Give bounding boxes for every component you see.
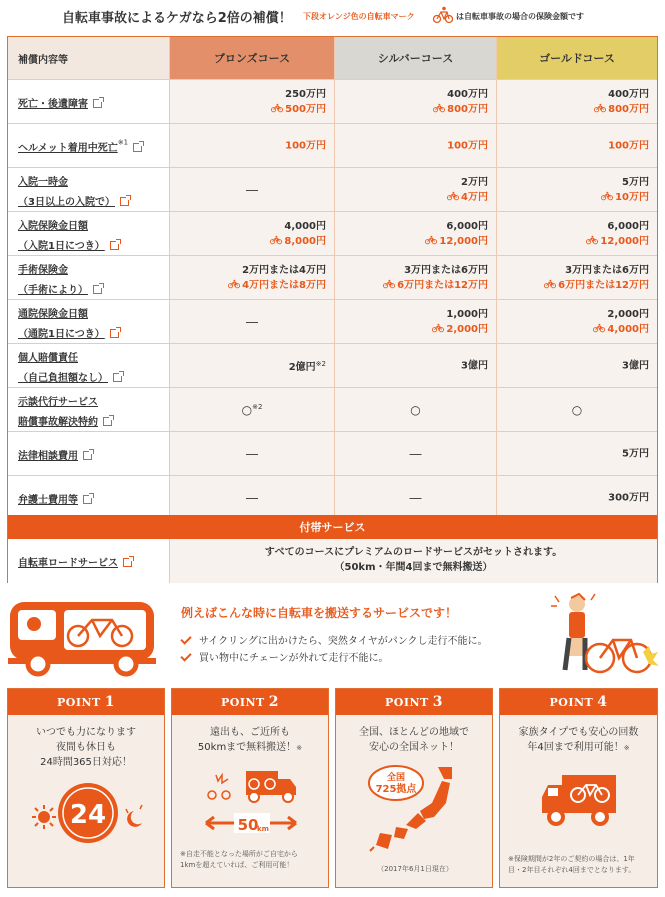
benefit-amount — [285, 138, 326, 153]
coverage-link[interactable]: 入院一時金 — [18, 176, 68, 188]
coverage-link[interactable]: （自己負担額なし） — [18, 372, 108, 384]
benefit-amount: 2億円$^{※2}$ — [288, 359, 326, 373]
point-note: ※保険期間が2年のご契約の場合は、1年 目・2年目それぞれ4回までとなります。 — [508, 855, 636, 874]
bicycle-icon — [425, 235, 437, 245]
services-text — [169, 539, 657, 583]
silver-value-cell — [334, 432, 496, 475]
col-header-coverage: 補償内容等 — [8, 37, 169, 79]
silver-value-cell — [334, 124, 496, 167]
gold-value-cell — [496, 168, 657, 211]
external-link-icon[interactable] — [120, 197, 129, 206]
benefit-amount: 1,000円 2,000円 — [432, 307, 488, 337]
silver-value-cell — [334, 388, 496, 431]
coverage-link[interactable]: 手術保険金 — [18, 264, 68, 276]
external-link-icon[interactable] — [123, 558, 132, 567]
point-header: POINT 3 — [336, 689, 492, 715]
point-header: POINT 4 — [500, 689, 657, 715]
benefit-amount: 400万円 800万円 — [594, 87, 649, 117]
bicycle-icon — [601, 191, 613, 201]
external-link-icon[interactable] — [110, 329, 119, 338]
bronze-value-cell — [169, 80, 334, 123]
benefit-amount: 250万円 500万円 — [271, 87, 326, 117]
coverage-label-cell — [8, 432, 169, 475]
coverage-link[interactable]: 通院保険金日額 — [18, 308, 88, 320]
external-link-icon[interactable] — [83, 495, 92, 504]
bicycle-accident-amount: 10万円 — [601, 190, 649, 205]
check-icon — [180, 633, 191, 644]
benefit-amount: 400万円 800万円 — [433, 87, 488, 117]
silver-value-cell — [334, 344, 496, 387]
bicycle-accident-amount: 500万円 — [271, 102, 326, 117]
point-note: ※自走不能となった場所がご自宅から 1kmを超えていれば、ご利用可能！ — [180, 850, 298, 869]
silver-value-cell — [334, 476, 496, 519]
bicycle-accident-amount: 800万円 — [594, 102, 649, 117]
included-mark: ○$^{※2}$ — [241, 402, 263, 417]
bronze-value-cell — [169, 432, 334, 475]
silver-value-cell — [334, 256, 496, 299]
bicycle-accident-amount: 4万円 — [447, 190, 488, 205]
gold-value-cell — [496, 432, 657, 475]
flat-tire-rider-illustration — [545, 592, 660, 684]
coverage-link[interactable]: 弁護士費用等 — [18, 494, 78, 506]
coverage-link[interactable]: （手術により） — [18, 284, 88, 296]
coverage-link[interactable]: （通院1日につき） — [18, 328, 105, 340]
headline — [0, 0, 665, 32]
24-hours-icon — [30, 781, 146, 845]
bicycle-icon — [383, 279, 395, 289]
point-desc: いつでも力になります 夜間も休日も 24時間365日対応！ — [36, 727, 136, 768]
svg-text:全国: 全国 — [386, 773, 406, 783]
coverage-label-cell — [8, 300, 169, 343]
coverage-link[interactable]: 個人賠償責任 — [18, 352, 78, 364]
benefit-amount: 3億円 — [461, 360, 488, 371]
gold-value-cell — [496, 476, 657, 519]
headline-sub-orange: 下段オレンジ色の自転車マーク — [303, 12, 415, 21]
helmet-death-amount: 100万円 — [608, 140, 649, 151]
silver-value-cell — [334, 212, 496, 255]
benefit-amount: 4,000円 8,000円 — [270, 219, 326, 249]
benefit-amount: 5万円 — [622, 448, 649, 459]
benefit-amount: 300万円 — [608, 492, 649, 503]
coverage-label-cell — [8, 80, 169, 123]
point-card-1 — [7, 688, 165, 888]
helmet-death-amount: 100万円 — [447, 140, 488, 151]
bicycle-icon — [594, 103, 606, 113]
table-row — [8, 79, 657, 123]
bronze-value-cell — [169, 344, 334, 387]
bronze-value-cell — [169, 168, 334, 211]
gold-value-cell — [496, 124, 657, 167]
table-row — [8, 343, 657, 387]
point-header: POINT 1 — [8, 689, 164, 715]
table-header-row — [8, 37, 657, 79]
point-desc: 全国、ほとんどの地域で 安心の全国ネット！ — [359, 727, 469, 753]
footnote-mark: ※1 — [117, 138, 129, 147]
col-header-gold: ゴールドコース — [496, 37, 657, 79]
silver-value-cell — [334, 80, 496, 123]
benefit-amount: 2万円または4万円 4万円または8万円 — [228, 263, 326, 293]
bicycle-accident-amount: 12,000円 — [425, 234, 488, 249]
benefit-amount: 6,000円 12,000円 — [586, 219, 649, 249]
included-mark: ○ — [410, 402, 421, 417]
gold-value-cell — [496, 80, 657, 123]
coverage-table — [7, 36, 658, 583]
japan-map-icon — [368, 763, 464, 853]
headline-sub-rest: は自転車事故の場合の保険金額です — [456, 12, 584, 21]
benefit-amount: 3万円または6万円 6万円または12万円 — [544, 263, 649, 293]
bicycle-icon — [447, 191, 459, 201]
bicycle-accident-amount: 800万円 — [433, 102, 488, 117]
coverage-label-cell — [8, 168, 169, 211]
bronze-value-cell — [169, 476, 334, 519]
table-row — [8, 211, 657, 255]
gold-value-cell — [496, 212, 657, 255]
not-available-dash: ― — [246, 314, 258, 329]
coverage-label-cell — [8, 388, 169, 431]
services-text-1: すべてのコースにプレミアムのロードサービスがセットされます。 — [264, 547, 563, 558]
coverage-label-cell — [8, 212, 169, 255]
svg-text:725拠点: 725拠点 — [375, 784, 417, 795]
promo-item-1: サイクリングに出かけたら、突然タイヤがパンクし走行不能に。 — [181, 632, 488, 647]
coverage-link[interactable]: 示談代行サービス — [18, 396, 98, 408]
services-text-2: （50km・年間4回まで無料搬送） — [334, 562, 493, 573]
services-label-cell — [8, 539, 169, 583]
headline-title: 自転車事故によるケガなら2倍の補償！ — [62, 11, 292, 26]
bicycle-icon — [228, 279, 240, 289]
external-link-icon[interactable] — [110, 241, 119, 250]
external-link-icon[interactable] — [93, 285, 102, 294]
bicycle-icon — [586, 235, 598, 245]
coverage-label-cell — [8, 124, 169, 167]
table-row — [8, 167, 657, 211]
bronze-value-cell — [169, 256, 334, 299]
coverage-label-cell — [8, 344, 169, 387]
benefit-amount: 3億円 — [622, 360, 649, 371]
table-row — [8, 475, 657, 519]
external-link-icon[interactable] — [113, 373, 122, 382]
bicycle-accident-amount: 6万円または12万円 — [383, 278, 488, 293]
point-card-3 — [335, 688, 493, 888]
bicycle-icon — [433, 6, 453, 24]
services-header: 付帯サービス — [8, 515, 657, 539]
truck-illustration — [8, 600, 156, 678]
not-available-dash: ― — [409, 446, 422, 461]
bicycle-accident-amount: 2,000円 — [432, 322, 488, 337]
point-card-4 — [499, 688, 658, 888]
gold-value-cell — [496, 344, 657, 387]
gold-value-cell — [496, 256, 657, 299]
silver-value-cell — [334, 300, 496, 343]
bronze-value-cell — [169, 388, 334, 431]
points-section — [7, 688, 658, 888]
bicycle-icon — [271, 103, 283, 113]
coverage-link[interactable]: （3日以上の入院で） — [18, 196, 115, 208]
svg-text:50: 50 — [237, 816, 259, 834]
bicycle-icon — [593, 323, 605, 333]
benefit-amount: 2万円 4万円 — [447, 175, 488, 205]
benefit-amount: 3万円または6万円 6万円または12万円 — [383, 263, 488, 293]
bicycle-accident-amount: 6万円または12万円 — [544, 278, 649, 293]
benefit-amount — [608, 138, 649, 153]
coverage-link[interactable]: （入院1日につき） — [18, 240, 105, 252]
external-link-icon[interactable] — [83, 451, 92, 460]
external-link-icon[interactable] — [103, 417, 112, 426]
helmet-death-amount: 100万円 — [285, 140, 326, 151]
bicycle-accident-amount: 4,000円 — [593, 322, 649, 337]
delivery-truck-icon — [540, 771, 620, 829]
bicycle-icon — [432, 323, 444, 333]
benefit-amount — [447, 138, 488, 153]
included-mark: ○ — [571, 402, 583, 417]
svg-text:km: km — [257, 825, 269, 833]
benefit-amount: 6,000円 12,000円 — [425, 219, 488, 249]
col-header-silver: シルバーコース — [334, 37, 496, 79]
point-desc: 家族タイプでも安心の回数 年4回まで利用可能！※ — [518, 727, 639, 753]
point-note: （2017年6月1日現在） — [377, 865, 453, 873]
point-header: POINT 2 — [172, 689, 328, 715]
svg-text:24: 24 — [69, 800, 107, 830]
bicycle-accident-amount: 8,000円 — [270, 234, 326, 249]
coverage-label-cell — [8, 256, 169, 299]
point-desc: 遠出も、ご近所も 50kmまで無料搬送！※ — [197, 727, 303, 753]
road-service-link[interactable]: 自転車ロードサービス — [18, 558, 118, 569]
table-row — [8, 431, 657, 475]
bicycle-icon — [433, 103, 445, 113]
gold-value-cell — [496, 300, 657, 343]
coverage-link[interactable]: 賠償事故解決特約 — [18, 416, 98, 428]
bronze-value-cell — [169, 212, 334, 255]
coverage-link[interactable]: 死亡・後遺障害 — [18, 98, 88, 110]
table-row — [8, 123, 657, 167]
not-available-dash: ― — [246, 490, 258, 505]
promo-item-2: 買い物中にチェーンが外れて走行不能に。 — [181, 649, 389, 664]
benefit-amount: 2,000円 4,000円 — [593, 307, 649, 337]
table-row — [8, 255, 657, 299]
bicycle-icon — [270, 235, 282, 245]
col-header-bronze: ブロンズコース — [169, 37, 334, 79]
point-card-2 — [171, 688, 329, 888]
table-row — [8, 299, 657, 343]
external-link-icon[interactable] — [133, 143, 142, 152]
bicycle-icon — [544, 279, 556, 289]
bronze-value-cell — [169, 124, 334, 167]
bronze-value-cell — [169, 300, 334, 343]
coverage-link[interactable]: 入院保険金日額 — [18, 220, 88, 232]
silver-value-cell — [334, 168, 496, 211]
not-available-dash: ― — [246, 446, 258, 461]
coverage-label-cell — [8, 476, 169, 519]
services-row — [8, 539, 657, 583]
not-available-dash: ― — [246, 182, 258, 197]
not-available-dash: ― — [409, 490, 422, 505]
gold-value-cell — [496, 388, 657, 431]
external-link-icon[interactable] — [93, 99, 102, 108]
table-row — [8, 387, 657, 431]
promo-title: 例えばこんな時に自転車を搬送するサービスです！ — [181, 606, 458, 620]
bicycle-accident-amount: 12,000円 — [586, 234, 649, 249]
benefit-amount: 5万円 10万円 — [601, 175, 649, 205]
bicycle-accident-amount: 4万円または8万円 — [228, 278, 326, 293]
check-icon — [180, 650, 191, 661]
coverage-link[interactable]: ヘルメット着用中死亡 — [18, 142, 118, 154]
coverage-link[interactable]: 法律相談費用 — [18, 450, 78, 462]
50km-transport-icon — [200, 765, 302, 837]
